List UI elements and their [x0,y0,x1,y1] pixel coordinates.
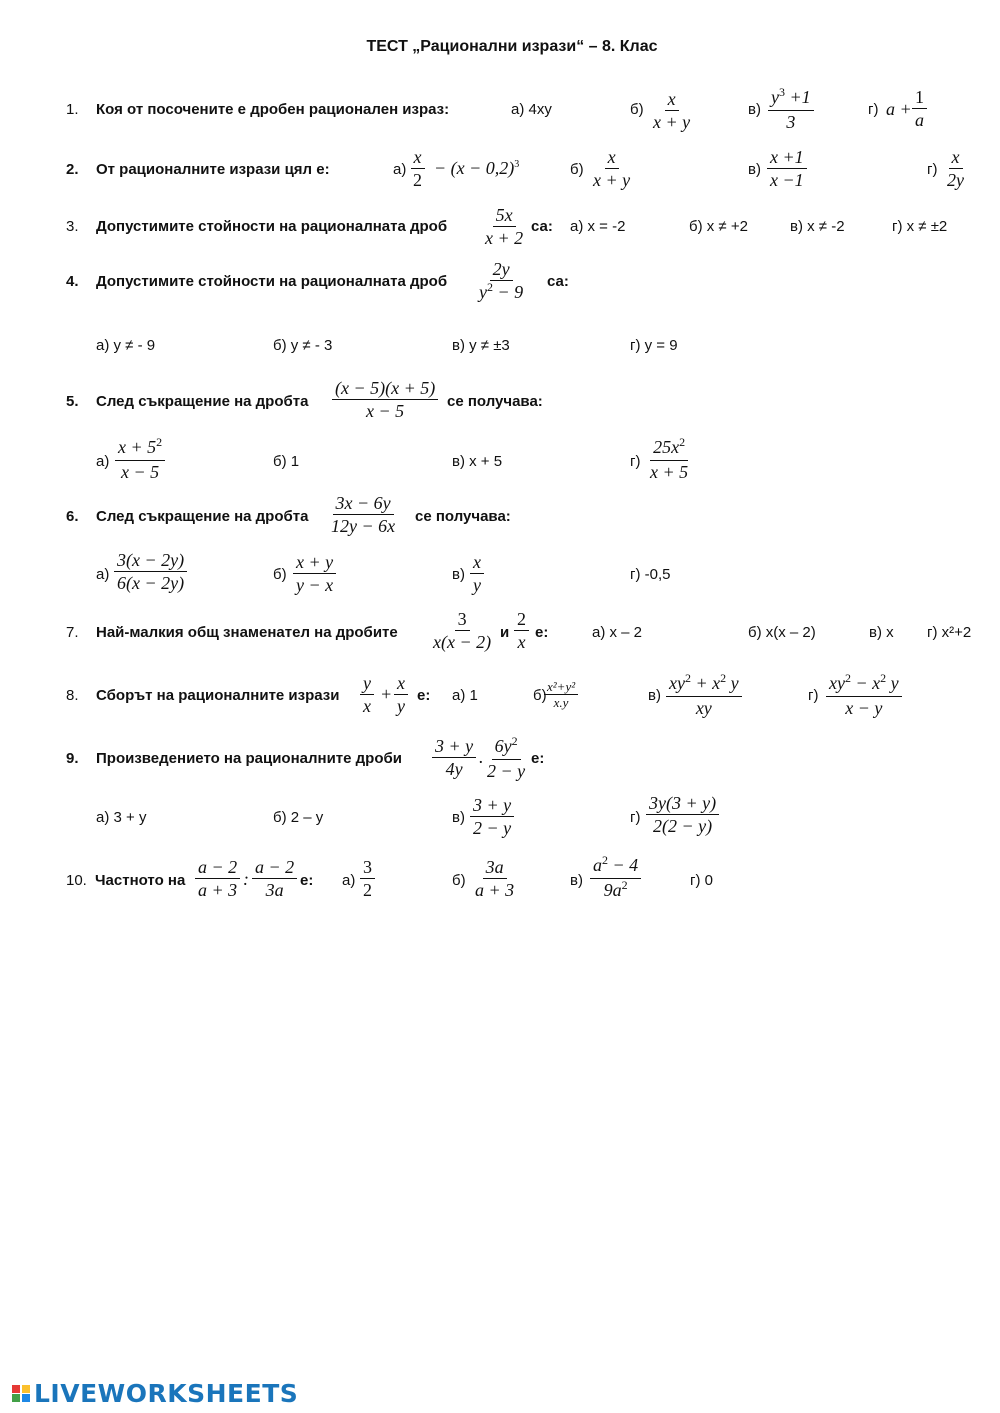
question-10-option-b-fraction: 3a a + 3 [475,857,515,900]
question-1-option-g-expr: a + [886,99,912,119]
question-3-option-v: в) x ≠ -2 [790,218,845,235]
question-4-option-g: г) y = 9 [630,337,678,354]
question-7-fraction-2: 2 x [514,608,529,653]
question-2-option-v-fraction: x +1 x −1 [767,146,807,191]
question-10-fraction-2: a − 2 3a [252,856,297,901]
question-5-option-a-label: а) [96,453,110,470]
question-7-option-v: в) x [869,624,894,641]
question-8-option-v-fraction: $xy^2 + x^2$ y xy [666,672,742,719]
question-10-option-a-fraction: 3 2 [360,856,375,901]
question-7-option-a: а) x – 2 [592,624,643,641]
question-9-text: Произведението на рационалните дроби [96,750,402,767]
question-9-option-g-label: г) [630,809,641,826]
question-10-text: Частното на [95,872,186,889]
question-8-text: Сборът на рационалните изрази [96,687,340,704]
question-10-option-a-label: а) [342,872,356,889]
question-9-option-v-label: в) [452,809,465,826]
question-10-option-v-fraction: $a^2 - 4$ $9a^2$ [590,854,641,903]
question-6-number: 6. [66,508,79,525]
question-5-option-g-fraction: $25x^2$ x + 5 [650,435,689,482]
question-1-option-g-fraction: 1 a [912,86,927,131]
question-7-tail: е: [535,624,549,641]
question-3-fraction: 5x x + 2 [485,205,524,248]
question-4-option-b: б) y ≠ - 3 [273,337,333,354]
question-10-fraction-1: a − 2 a + 3 [195,856,240,901]
question-9-number: 9. [66,750,79,767]
question-2-option-a-fraction: x 2 [410,146,425,191]
question-7-text: Най-малкия общ знаменател на дробите [96,624,398,641]
question-4-number: 4. [66,273,79,290]
question-10-option-g: г) 0 [690,872,713,889]
question-5-option-v: в) x + 5 [452,453,503,470]
question-10-option-b-label: б) [452,872,466,889]
question-4-option-v: в) y ≠ ±3 [452,337,510,354]
question-6-option-b-fraction: x + y y − x [293,551,336,596]
question-9-dot: . [479,747,484,767]
question-1-option-g-label: г) [868,101,879,118]
question-6-option-a-fraction: 3(x − 2y) 6(x − 2y) [114,549,187,594]
question-9-option-g-fraction: 3y(3 + y) 2(2 − y) [646,792,719,837]
question-10-number: 10. [66,872,87,889]
question-2-text: От рационалните изрази цял е: [96,161,330,178]
question-8-option-g-fraction: $xy^2 - x^2$ y x − y [826,672,902,719]
question-7-and: и [500,624,510,641]
question-9-option-b: б) 2 – y [273,809,324,826]
question-8-fraction-2: x y [394,672,408,717]
question-10-colon: : [243,869,249,889]
question-8-plus: + [380,684,393,704]
question-5-option-g-label: г) [630,453,641,470]
question-6-option-a-label: а) [96,566,110,583]
question-6-option-v-fraction: x y [470,551,484,596]
question-2-number: 2. [66,161,79,178]
question-9-fraction-1: 3 + y 4y [432,735,476,780]
question-2-option-g-fraction: x 2y [947,147,964,190]
question-3-number: 3. [66,218,79,235]
liveworksheets-logo [12,1379,298,1408]
question-9-option-v-fraction: 3 + y 2 − y [470,794,514,839]
question-9-tail: е: [531,750,545,767]
question-2-option-a-label: а) [393,161,407,178]
question-8-option-a: а) 1 [452,687,478,704]
question-3-text: Допустимите стойности на рационалната дроб [96,218,448,235]
question-7-fraction-1: 3 x(x − 2) [433,609,492,652]
question-8-fraction-1: y x [360,672,374,717]
question-1-option-v-fraction: $y^3 +1$ 3 [768,86,814,133]
question-6-option-b-label: б) [273,566,287,583]
question-5-number: 5. [66,393,79,410]
question-8-tail: е: [417,687,431,704]
question-3-option-g: г) x ≠ ±2 [892,218,948,235]
question-6-option-v-label: в) [452,566,465,583]
question-6-tail: се получава: [415,508,511,525]
question-2-option-g-label: г) [927,161,938,178]
question-7-option-g: г) x²+2 [927,624,972,641]
question-7-option-b: б) x(x – 2) [748,624,816,641]
question-1-option-v-label: в) [748,101,761,118]
question-5-tail: се получава: [447,393,543,410]
question-4-option-a: а) y ≠ - 9 [96,337,156,354]
question-1-text: Коя от посочените е дробен рационален израз: [96,101,450,118]
question-4-fraction: 2y $y^2 - 9$ [479,259,524,302]
question-5-fraction: (x − 5)(x + 5) x − 5 [332,377,438,422]
question-8-option-b-label: б) [533,687,547,704]
question-8-option-b-fraction: x²+y² x.y [544,679,578,710]
question-8-option-g-label: г) [808,687,819,704]
question-7-number: 7. [66,624,79,641]
question-6-option-g: г) -0,5 [630,566,671,583]
question-5-text: След съкращение на дробта [96,393,309,410]
question-3-option-b: б) x ≠ +2 [689,218,748,235]
question-1-option-a: а) 4xy [511,101,552,118]
question-3-option-a: а) x = -2 [570,218,626,235]
question-1-option-b-fraction: x x + y [653,89,691,132]
question-2-option-b-label: б) [570,161,584,178]
question-5-option-a-fraction: $x + 5^2$ x − 5 [115,436,165,483]
question-9-option-a: а) 3 + y [96,809,147,826]
question-10-option-v-label: в) [570,872,583,889]
question-4-text: Допустимите стойности на рационалната дроб [96,273,448,290]
logo-text: LIVEWORKSHEETS [34,1379,299,1408]
question-10-tail: е: [300,872,314,889]
question-3-tail: са: [531,218,553,235]
question-5-option-b: б) 1 [273,453,300,470]
question-2-option-v-label: в) [748,161,761,178]
question-2-option-a-expr: − $(x - 0,2)^3$ [434,158,520,178]
question-2-option-b-fraction: x x + y [593,147,631,190]
question-6-text: След съкращение на дробта [96,508,309,525]
question-8-option-v-label: в) [648,687,661,704]
question-6-fraction: 3x − 6y 12y − 6x [331,493,396,536]
question-8-number: 8. [66,687,79,704]
question-1-number: 1. [66,101,79,118]
page-title: ТЕСТ „Рационални изрази“ – 8. Клас [366,38,658,55]
logo-squares-icon [12,1385,31,1402]
question-4-tail: са: [547,273,569,290]
question-9-fraction-2: $6y^2$ 2 − y [487,734,526,781]
question-1-option-b-label: б) [630,101,644,118]
